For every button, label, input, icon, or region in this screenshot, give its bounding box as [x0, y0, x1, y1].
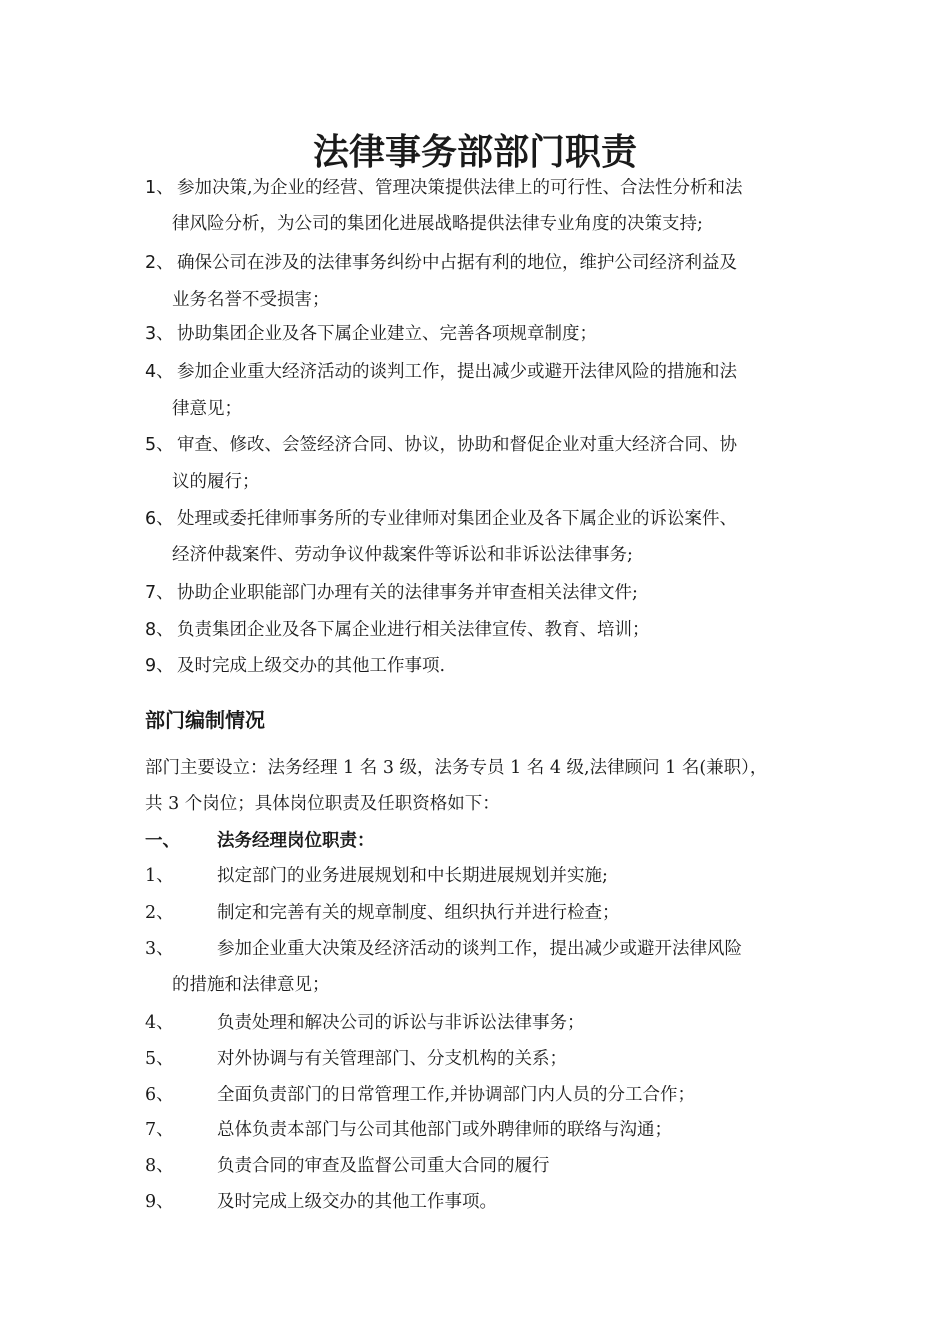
duty-number: 5、 [145, 435, 174, 455]
item-text: 负责合同的审查及监督公司重大合同的履行 [217, 1156, 550, 1176]
item-text: 制定和完善有关的规章制度、组织执行并进行检查； [217, 903, 620, 923]
manager-item-6 [145, 1083, 695, 1107]
duty-item-2-cont: 业务名誉不受损害； [172, 290, 330, 310]
duty-number: 6、 [145, 509, 174, 529]
item-number: 3、 [145, 939, 174, 959]
duty-text: 确保公司在涉及的法律事务纠纷中占据有利的地位，维护公司经济利益及 [177, 253, 737, 273]
duty-item-7 [145, 581, 638, 605]
item-number: 4、 [145, 1013, 174, 1033]
staffing-intro-cont: 共 3 个岗位；具体岗位职责及任职资格如下： [145, 794, 500, 814]
duty-item-6 [145, 507, 737, 531]
manager-item-2 [145, 901, 620, 925]
duty-number: 8、 [145, 620, 174, 640]
duty-item-6-cont: 经济仲裁案件、劳动争议仲裁案件等诉讼和非诉讼法律事务; [172, 545, 633, 565]
manager-item-3 [145, 937, 742, 961]
manager-item-9 [145, 1190, 497, 1214]
page-title: 法律事务部部门职责 [312, 132, 637, 173]
item-text: 全面负责部门的日常管理工作,并协调部门内人员的分工合作； [217, 1085, 696, 1105]
duty-item-5-cont: 议的履行； [172, 472, 260, 492]
duty-number: 1、 [145, 178, 174, 198]
duty-item-3 [145, 322, 597, 346]
manager-item-4 [145, 1011, 585, 1035]
duty-item-1 [145, 176, 743, 200]
item-number: 2、 [145, 903, 174, 923]
item-text: 对外协调与有关管理部门、分支机构的关系； [217, 1049, 567, 1069]
duty-item-2 [145, 251, 737, 275]
item-text: 总体负责本部门与公司其他部门或外聘律师的联络与沟通； [217, 1120, 672, 1140]
duty-text: 审查、修改、会签经济合同、协议，协助和督促企业对重大经济合同、协 [177, 435, 737, 455]
duty-number: 2、 [145, 253, 174, 273]
item-text: 及时完成上级交办的其他工作事项。 [217, 1192, 497, 1212]
manager-item-1 [145, 864, 608, 888]
item-text: 负责处理和解决公司的诉讼与非诉讼法律事务； [217, 1013, 585, 1033]
item-number: 5、 [145, 1049, 174, 1069]
manager-section-heading [145, 829, 375, 853]
staffing-heading: 部门编制情况 [145, 708, 265, 732]
duty-text: 及时完成上级交办的其他工作事项. [177, 656, 446, 676]
item-number: 7、 [145, 1120, 174, 1140]
manager-item-7 [145, 1118, 672, 1142]
item-number: 1、 [145, 866, 174, 886]
manager-item-8 [145, 1154, 550, 1178]
section-number: 一、 [145, 831, 180, 851]
item-number: 8、 [145, 1156, 174, 1176]
duty-text: 负责集团企业及各下属企业进行相关法律宣传、教育、培训； [177, 620, 650, 640]
item-text: 参加企业重大决策及经济活动的谈判工作，提出减少或避开法律风险 [217, 939, 742, 959]
duty-item-4-cont: 律意见； [172, 399, 242, 419]
duty-text: 处理或委托律师事务所的专业律师对集团企业及各下属企业的诉讼案件、 [177, 509, 737, 529]
item-number: 6、 [145, 1085, 174, 1105]
duty-item-5 [145, 433, 737, 457]
item-text: 拟定部门的业务进展规划和中长期进展规划并实施; [217, 866, 608, 886]
duty-number: 7、 [145, 583, 174, 603]
duty-item-8 [145, 618, 650, 642]
duty-number: 3、 [145, 324, 174, 344]
duty-text: 协助集团企业及各下属企业建立、完善各项规章制度； [177, 324, 597, 344]
duty-text: 参加企业重大经济活动的谈判工作，提出减少或避开法律风险的措施和法 [177, 362, 737, 382]
duty-number: 4、 [145, 362, 174, 382]
duty-item-4 [145, 360, 737, 384]
duty-number: 9、 [145, 656, 174, 676]
manager-item-5 [145, 1047, 567, 1071]
duty-text: 协助企业职能部门办理有关的法律事务并审查相关法律文件; [177, 583, 638, 603]
staffing-intro: 部门主要设立：法务经理 1 名 3 级，法务专员 1 名 4 级,法律顾问 1 名(兼职）， [145, 758, 768, 778]
duty-item-9 [145, 654, 445, 678]
duty-text: 参加决策,为企业的经营、管理决策提供法律上的可行性、合法性分析和法 [177, 178, 743, 198]
manager-item-3-cont: 的措施和法律意见； [172, 975, 330, 995]
duty-item-1-cont: 律风险分析，为公司的集团化进展战略提供法律专业角度的决策支持; [172, 214, 703, 234]
item-number: 9、 [145, 1192, 174, 1212]
section-title: 法务经理岗位职责： [217, 831, 375, 851]
